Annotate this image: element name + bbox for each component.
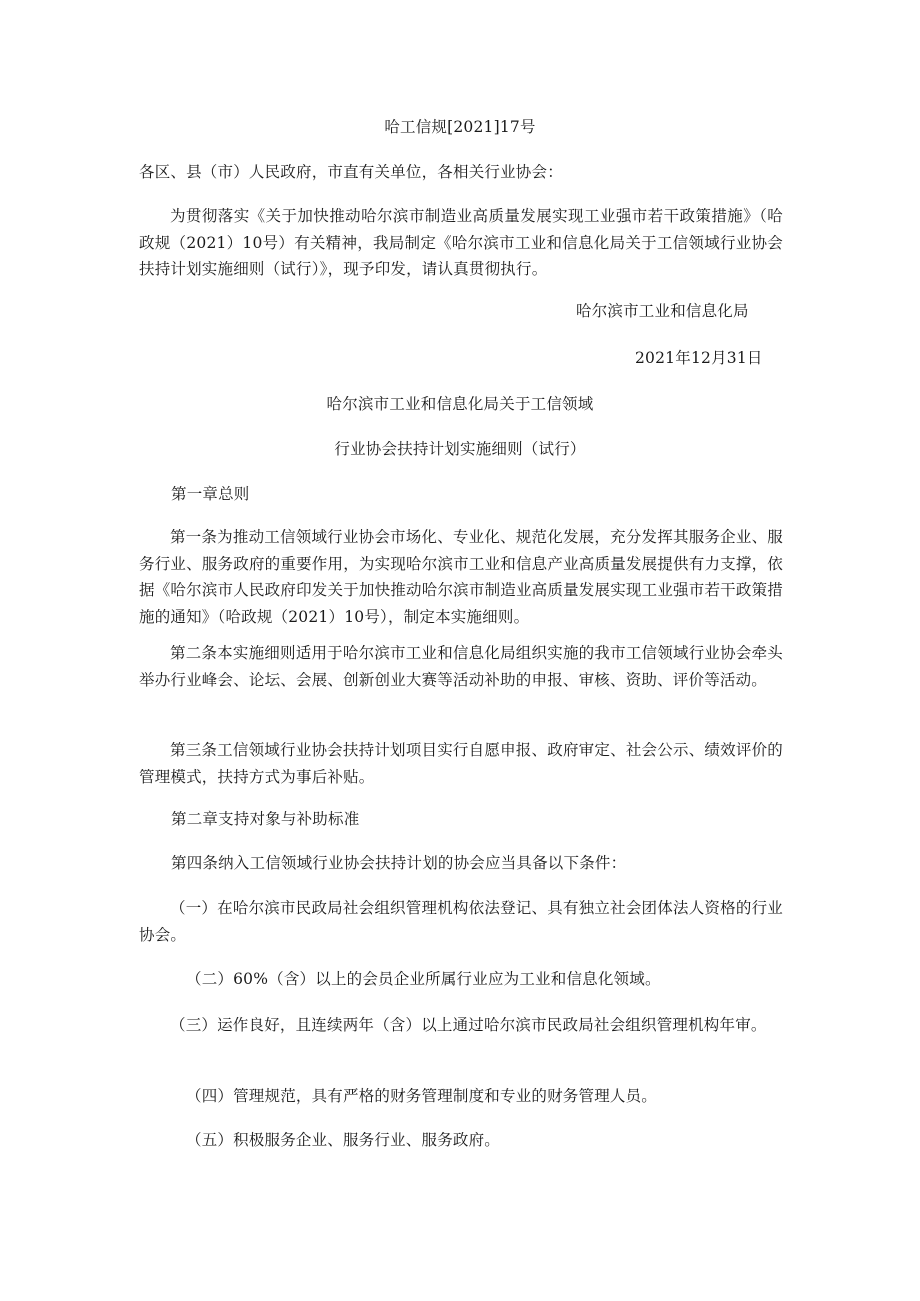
article-4: 第四条纳入工信领域行业协会扶持计划的协会应当具备以下条件： (171, 854, 627, 872)
condition-item: （二）60%（含）以上的会员企业所属行业应为工业和信息化领域。 (186, 970, 661, 988)
condition-item: （三）运作良好，且连续两年（含）以上通过哈尔滨市民政局社会组织管理机构年审。 (170, 1016, 767, 1034)
document-title-line-1: 哈尔滨市工业和信息化局关于工信领域 (326, 395, 594, 413)
condition-item: （四）管理规范，具有严格的财务管理制度和专业的财务管理人员。 (186, 1087, 658, 1105)
article-3: 第三条工信领域行业协会扶持计划项目实行自愿申报、政府审定、社会公示、绩效评价的管理模式，扶持方式为事后补贴。 (139, 741, 783, 786)
document-title-line-2: 行业协会扶持计划实施细则（试行） (334, 440, 586, 458)
chapter-1-heading: 第一章总则 (171, 485, 250, 503)
issuer-signature: 哈尔滨市工业和信息化局 (576, 302, 749, 320)
article-1: 第一条为推动工信领域行业协会市场化、专业化、规范化发展，充分发挥其服务企业、服务行业、服务政府的重要作用，为实现哈尔滨市工业和信息产业高质量发展提供有力支撑，依据《哈尔滨市人民政府印发关于加快推动哈尔滨市制造业高质量发展实现工业强市若干政策措施的通知》（哈政规（2021）10号），制定本实施细则。 (139, 528, 783, 626)
intro-paragraph: 为贯彻落实《关于加快推动哈尔滨市制造业高质量发展实现工业强市若干政策措施》（哈政规（2021）10号）有关精神，我局制定《哈尔滨市工业和信息化局关于工信领域行业协会扶持计划实施细则（试行）》，现予印发，请认真贯彻执行。 (139, 207, 783, 278)
addressee: 各区、县（市）人民政府，市直有关单位，各相关行业协会： (139, 163, 563, 181)
document-number: 哈工信规[2021]17号 (384, 118, 536, 136)
chapter-2-heading: 第二章支持对象与补助标准 (171, 810, 360, 828)
condition-item: （一）在哈尔滨市民政局社会组织管理机构依法登记、具有独立社会团体法人资格的行业协会。 (139, 899, 783, 944)
issue-date: 2021年12月31日 (635, 349, 763, 367)
article-2: 第二条本实施细则适用于哈尔滨市工业和信息化局组织实施的我市工信领域行业协会牵头举办行业峰会、论坛、会展、创新创业大赛等活动补助的申报、审核、资助、评价等活动。 (139, 644, 783, 689)
condition-item: （五）积极服务企业、服务行业、服务政府。 (186, 1131, 501, 1149)
